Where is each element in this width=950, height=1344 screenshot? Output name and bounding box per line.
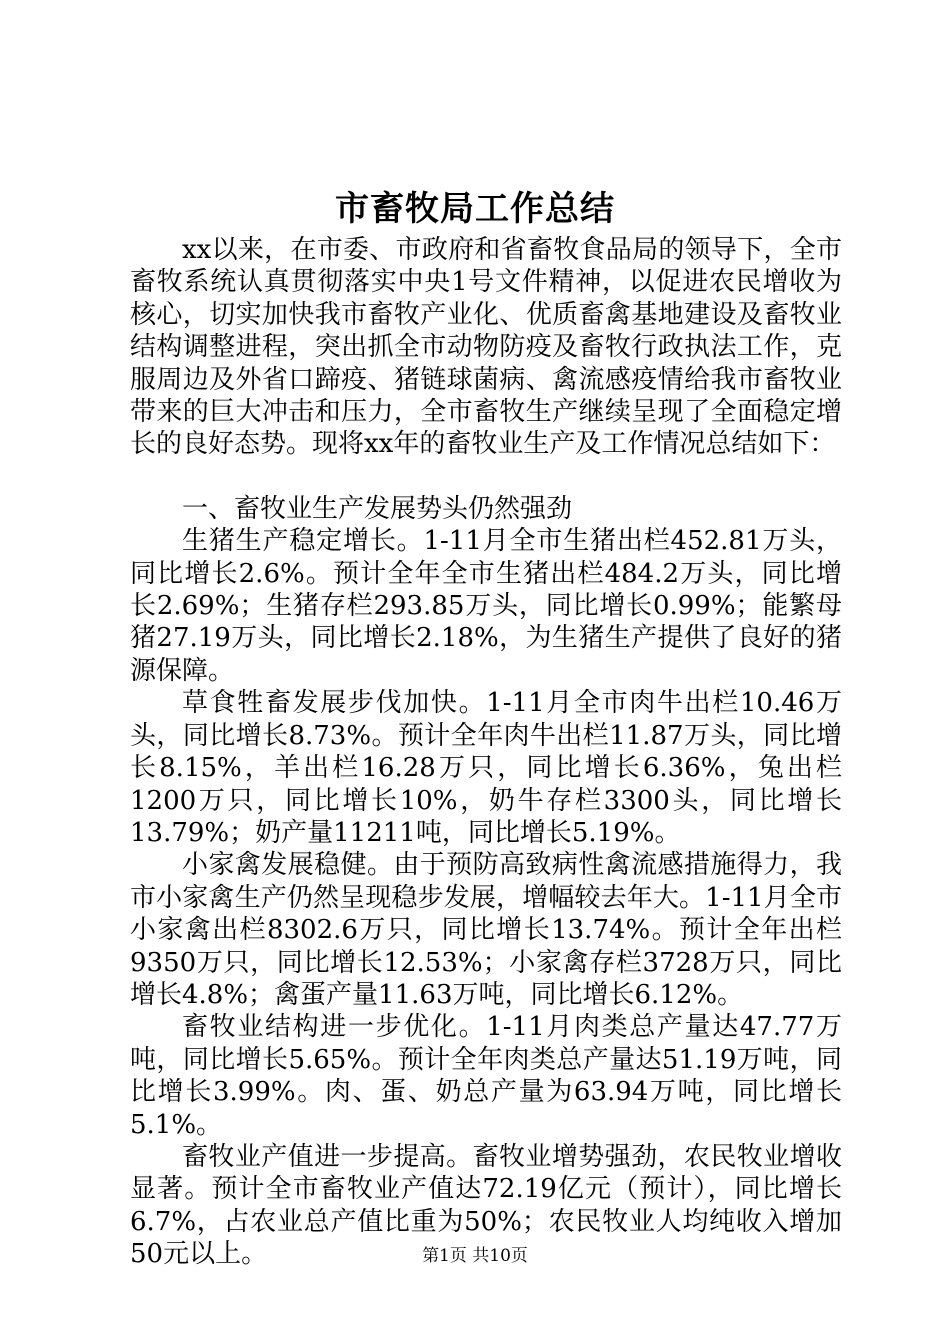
document-body xyxy=(130,234,842,1271)
page-number: 第1页 共10页 xyxy=(422,1246,528,1266)
paragraph-small-poultry: 小家禽发展稳健。由于预防高致病性禽流感措施得力，我市小家禽生产仍然呈现稳步发展，增幅较去年大。1-11月全市小家禽出栏8302.6万只，同比增长13.74%。预计全年出栏9350万只，同比增长12.53%；小家禽存栏3728万只，同比增长4.8%；禽蛋产量11.63万吨，同比增长6.12%。 xyxy=(130,850,842,1010)
document-title: 市畜牧局工作总结 xyxy=(335,189,615,229)
paragraph-pig-production: 生猪生产稳定增长。1-11月全市生猪出栏452.81万头，同比增长2.6%。预计全年全市生猪出栏484.2万头，同比增长2.69%；生猪存栏293.85万头，同比增长0.99%；能繁母猪27.19万头，同比增长2.18%，为生猪生产提供了良好的猪源保障。 xyxy=(130,526,842,686)
paragraph-output-value: 畜牧业产值进一步提高。畜牧业增势强劲，农民牧业增收显著。预计全市畜牧业产值达72.19亿元（预计），同比增长6.7%，占农业总产值比重为50%；农民牧业人均纯收入增加50元以上。 xyxy=(130,1141,842,1270)
section-heading: 一、畜牧业生产发展势头仍然强劲 xyxy=(182,493,573,524)
paragraph-herbivore-livestock: 草食牲畜发展步伐加快。1-11月全市肉牛出栏10.46万头，同比增长8.73%。预计全年肉牛出栏11.87万头，同比增长8.15%，羊出栏16.28万只，同比增长6.36%，兔出栏1200万只，同比增长10%，奶牛存栏3300头，同比增长13.79%；奶产量11211吨，同比增长5.19%。 xyxy=(130,688,842,848)
paragraph-structure-optimization: 畜牧业结构进一步优化。1-11月肉类总产量达47.77万吨，同比增长5.65%。预计全年肉类总产量达51.19万吨，同比增长3.99%。肉、蛋、奶总产量为63.94万吨，同比增长5.1%。 xyxy=(130,1012,842,1140)
intro-paragraph: xx以来，在市委、市政府和省畜牧食品局的领导下，全市畜牧系统认真贯彻落实中央1号文件精神，以促进农民增收为核心，切实加快我市畜牧产业化、优质畜禽基地建设及畜牧业结构调整进程，突出抓全市动物防疫及畜牧行政执法工作，克服周边及外省口蹄疫、猪链球菌病、禽流感疫情给我市畜牧业带来的巨大冲击和压力，全市畜牧生产继续呈现了全面稳定增长的良好态势。现将xx年的畜牧业生产及工作情况总结如下： xyxy=(130,235,842,460)
